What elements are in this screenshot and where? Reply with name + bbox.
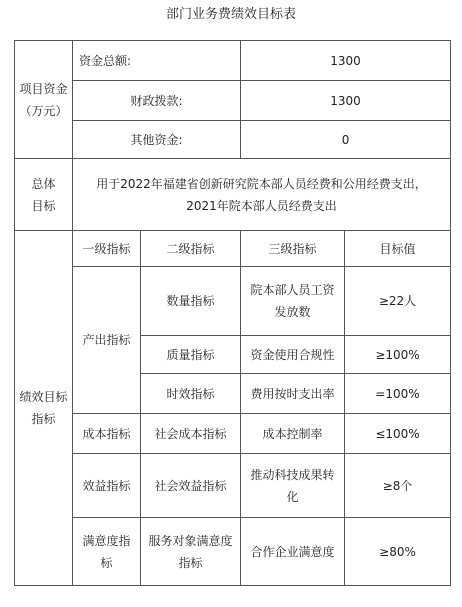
funding-other-value: 0 — [241, 121, 451, 159]
satisfaction-level3: 合作企业满意度 — [241, 518, 345, 586]
satisfaction-level2-line1: 服务对象满意度 — [148, 533, 233, 548]
indicators-label-line2: 指标 — [31, 412, 56, 426]
page-title: 部门业务费绩效目标表 — [165, 7, 296, 22]
satisfaction-level1-line2: 标 — [100, 555, 113, 570]
table-row — [15, 518, 451, 586]
benefit-target: ≥8个 — [345, 454, 451, 518]
overall-text-line2: 2021年院本部人员经费支出 — [186, 198, 337, 213]
satisfaction-target: ≥80% — [345, 518, 451, 586]
indicators-section-label — [15, 231, 73, 586]
overall-label-line2: 目标 — [31, 198, 56, 213]
satisfaction-level2-line2: 指标 — [178, 555, 203, 570]
funding-section-label — [15, 41, 73, 159]
table-row — [15, 159, 451, 231]
output-timeliness-level3: 费用按时支出率 — [241, 374, 345, 414]
cost-level3: 成本控制率 — [241, 414, 345, 454]
output-level1: 产出指标 — [73, 267, 141, 414]
output-quality-target: ≥100% — [345, 336, 451, 374]
table-header-row — [15, 231, 451, 267]
table-row — [15, 81, 451, 121]
output-quality-level2: 质量指标 — [141, 336, 241, 374]
overall-goal-label — [15, 159, 73, 231]
table-row — [15, 41, 451, 81]
benefit-level3-line1: 推动科技成果转 — [250, 467, 335, 482]
overall-text-line1: 用于2022年福建省创新研究院本部人员经费和公用经费支出， — [96, 176, 427, 191]
satisfaction-level1-line1: 满意度指 — [82, 533, 131, 548]
output-quantity-target: ≥22人 — [345, 267, 451, 336]
output-timeliness-target: =100% — [345, 374, 451, 414]
header-level1: 一级指标 — [73, 231, 141, 267]
funding-label-line2: （万元） — [19, 103, 68, 118]
indicators-label-line1: 绩效目标 — [19, 390, 68, 404]
table-row — [15, 121, 451, 159]
output-quantity-level3 — [241, 267, 345, 336]
benefit-level3-line2: 化 — [286, 489, 299, 504]
funding-label-line1: 项目资金 — [19, 81, 68, 96]
funding-other-label: 其他资金: — [73, 121, 241, 159]
quantity-level3-line1: 院本部人员工资 — [250, 283, 335, 297]
cost-level1: 成本指标 — [73, 414, 141, 454]
output-quantity-level2: 数量指标 — [141, 267, 241, 336]
benefit-level3 — [241, 454, 345, 518]
table-row — [15, 267, 451, 336]
satisfaction-level1 — [73, 518, 141, 586]
performance-table — [14, 40, 451, 586]
funding-total-label: 资金总额: — [73, 41, 241, 81]
quantity-level3-line2: 发放数 — [274, 305, 311, 319]
overall-goal-text — [73, 159, 451, 231]
benefit-level1: 效益指标 — [73, 454, 141, 518]
header-level3: 三级指标 — [241, 231, 345, 267]
table-row — [15, 454, 451, 518]
funding-fiscal-label: 财政拨款: — [73, 81, 241, 121]
header-level2: 二级指标 — [141, 231, 241, 267]
cost-level2: 社会成本指标 — [141, 414, 241, 454]
satisfaction-level2 — [141, 518, 241, 586]
funding-total-value: 1300 — [241, 41, 451, 81]
overall-label-line1: 总体 — [31, 176, 56, 191]
header-target: 目标值 — [345, 231, 451, 267]
output-quality-level3: 资金使用合规性 — [241, 336, 345, 374]
table-row — [15, 414, 451, 454]
output-timeliness-level2: 时效指标 — [141, 374, 241, 414]
cost-target: ≤100% — [345, 414, 451, 454]
funding-fiscal-value: 1300 — [241, 81, 451, 121]
benefit-level2: 社会效益指标 — [141, 454, 241, 518]
